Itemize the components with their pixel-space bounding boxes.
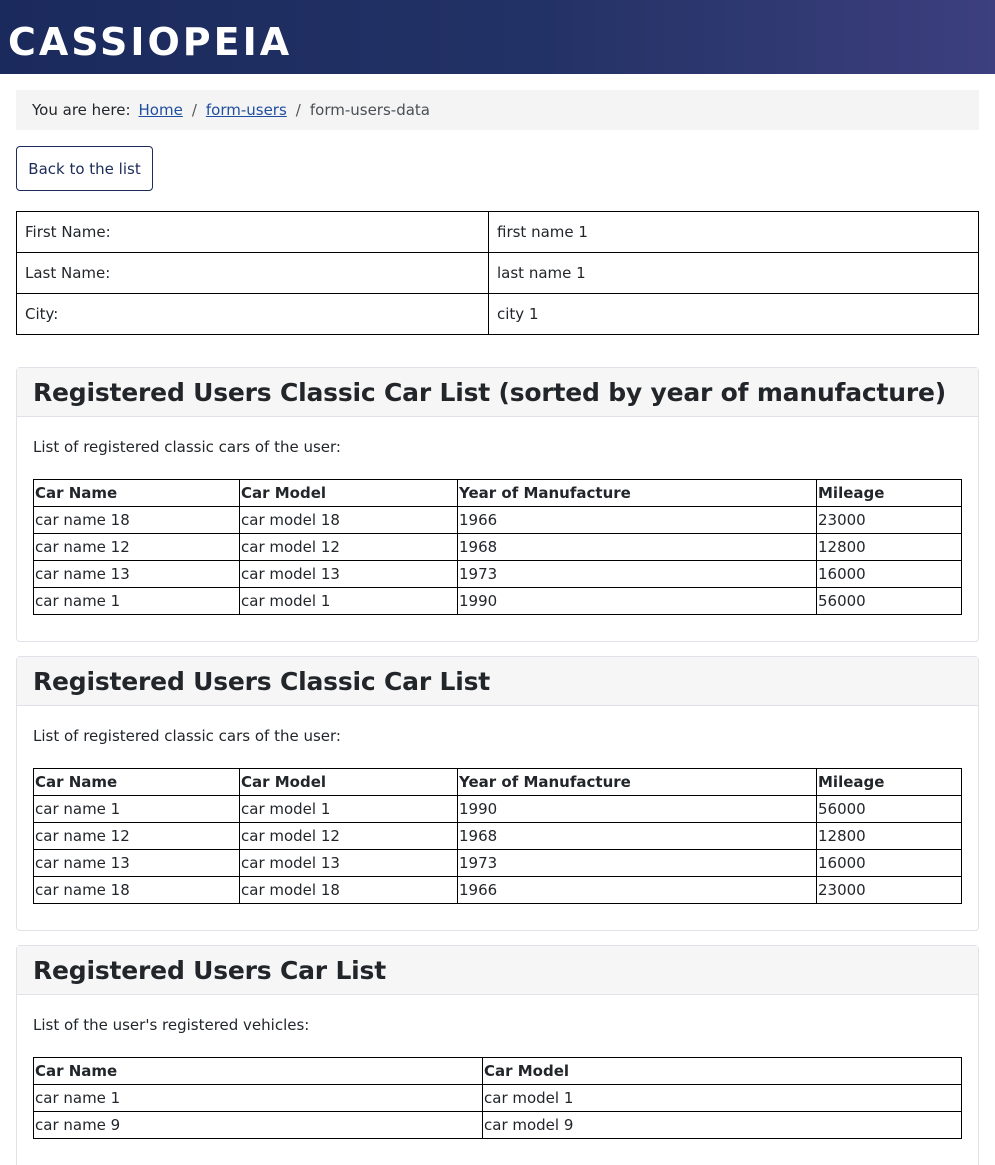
cell-car-model: car model 12	[240, 534, 458, 561]
cell-car-name: car name 18	[34, 507, 240, 534]
card-title: Registered Users Classic Car List (sorted by year of manufacture)	[33, 377, 946, 407]
cell-mileage: 23000	[817, 877, 962, 904]
cell-year: 1968	[458, 534, 817, 561]
cell-year: 1973	[458, 561, 817, 588]
card-body	[17, 995, 978, 1165]
table-row	[34, 1112, 962, 1139]
table-row	[17, 253, 979, 294]
cell-car-name: car name 1	[34, 796, 240, 823]
table-row	[34, 796, 962, 823]
breadcrumb	[16, 90, 979, 130]
breadcrumb-prefix: You are here:	[32, 101, 131, 119]
breadcrumb-current: form-users-data	[309, 101, 430, 119]
classic-cars-table	[33, 768, 962, 904]
breadcrumb-link-home[interactable]: Home	[138, 101, 183, 119]
table-header-row	[34, 769, 962, 796]
cell-year: 1990	[458, 796, 817, 823]
car-list-card	[16, 945, 979, 1165]
cell-mileage: 12800	[817, 823, 962, 850]
cell-car-model: car model 12	[240, 823, 458, 850]
cell-year: 1966	[458, 877, 817, 904]
table-row	[34, 561, 962, 588]
cell-year: 1966	[458, 507, 817, 534]
cell-car-model: car model 1	[483, 1085, 962, 1112]
cell-car-model: car model 1	[240, 796, 458, 823]
cell-year: 1968	[458, 823, 817, 850]
cell-car-name: car name 13	[34, 561, 240, 588]
last-name-value: last name 1	[489, 253, 979, 294]
first-name-value: first name 1	[489, 212, 979, 253]
table-row	[34, 823, 962, 850]
table-row	[17, 212, 979, 253]
card-header	[17, 657, 978, 706]
column-header-car-model: Car Model	[483, 1058, 962, 1085]
user-details-table	[16, 211, 979, 335]
card-body	[17, 706, 978, 930]
table-row	[17, 294, 979, 335]
column-header-mileage: Mileage	[817, 480, 962, 507]
city-label: City:	[17, 294, 489, 335]
table-row	[34, 507, 962, 534]
cell-car-name: car name 1	[34, 588, 240, 615]
cell-mileage: 56000	[817, 588, 962, 615]
classic-car-list-card	[16, 656, 979, 931]
cell-year: 1973	[458, 850, 817, 877]
last-name-label: Last Name:	[17, 253, 489, 294]
table-row	[34, 877, 962, 904]
column-header-mileage: Mileage	[817, 769, 962, 796]
column-header-year: Year of Manufacture	[458, 480, 817, 507]
card-body	[17, 417, 978, 641]
card-header	[17, 946, 978, 995]
first-name-label: First Name:	[17, 212, 489, 253]
cell-car-name: car name 9	[34, 1112, 483, 1139]
card-title: Registered Users Classic Car List	[33, 666, 491, 696]
table-row	[34, 588, 962, 615]
table-row	[34, 1085, 962, 1112]
cell-car-model: car model 9	[483, 1112, 962, 1139]
cell-mileage: 16000	[817, 561, 962, 588]
column-header-year: Year of Manufacture	[458, 769, 817, 796]
card-intro: List of the user's registered vehicles:	[33, 1016, 310, 1034]
table-row	[34, 850, 962, 877]
cell-car-name: car name 12	[34, 823, 240, 850]
breadcrumb-separator: /	[191, 101, 197, 119]
breadcrumb-link-form-users[interactable]: form-users	[205, 101, 287, 119]
cell-car-name: car name 18	[34, 877, 240, 904]
cell-mileage: 56000	[817, 796, 962, 823]
classic-car-list-sorted-card	[16, 367, 979, 642]
cell-car-model: car model 13	[240, 561, 458, 588]
cell-car-model: car model 18	[240, 877, 458, 904]
classic-cars-sorted-table	[33, 479, 962, 615]
column-header-car-name: Car Name	[34, 480, 240, 507]
cell-mileage: 16000	[817, 850, 962, 877]
column-header-car-model: Car Model	[240, 769, 458, 796]
table-header-row	[34, 480, 962, 507]
column-header-car-name: Car Name	[34, 769, 240, 796]
cell-mileage: 23000	[817, 507, 962, 534]
cell-car-model: car model 18	[240, 507, 458, 534]
table-row	[34, 534, 962, 561]
cell-car-name: car name 13	[34, 850, 240, 877]
cell-year: 1990	[458, 588, 817, 615]
column-header-car-name: Car Name	[34, 1058, 483, 1085]
cell-car-name: car name 1	[34, 1085, 483, 1112]
site-header	[0, 0, 995, 74]
cars-table	[33, 1057, 962, 1139]
site-logo[interactable]: CASSIOPEIA	[8, 20, 293, 64]
table-header-row	[34, 1058, 962, 1085]
cell-car-model: car model 13	[240, 850, 458, 877]
cell-mileage: 12800	[817, 534, 962, 561]
card-header	[17, 368, 978, 417]
cell-car-name: car name 12	[34, 534, 240, 561]
back-to-list-button[interactable]: Back to the list	[16, 146, 153, 191]
card-intro: List of registered classic cars of the user:	[33, 438, 341, 456]
card-intro: List of registered classic cars of the user:	[33, 727, 341, 745]
column-header-car-model: Car Model	[240, 480, 458, 507]
cell-car-model: car model 1	[240, 588, 458, 615]
card-title: Registered Users Car List	[33, 955, 386, 985]
city-value: city 1	[489, 294, 979, 335]
breadcrumb-separator: /	[295, 101, 301, 119]
